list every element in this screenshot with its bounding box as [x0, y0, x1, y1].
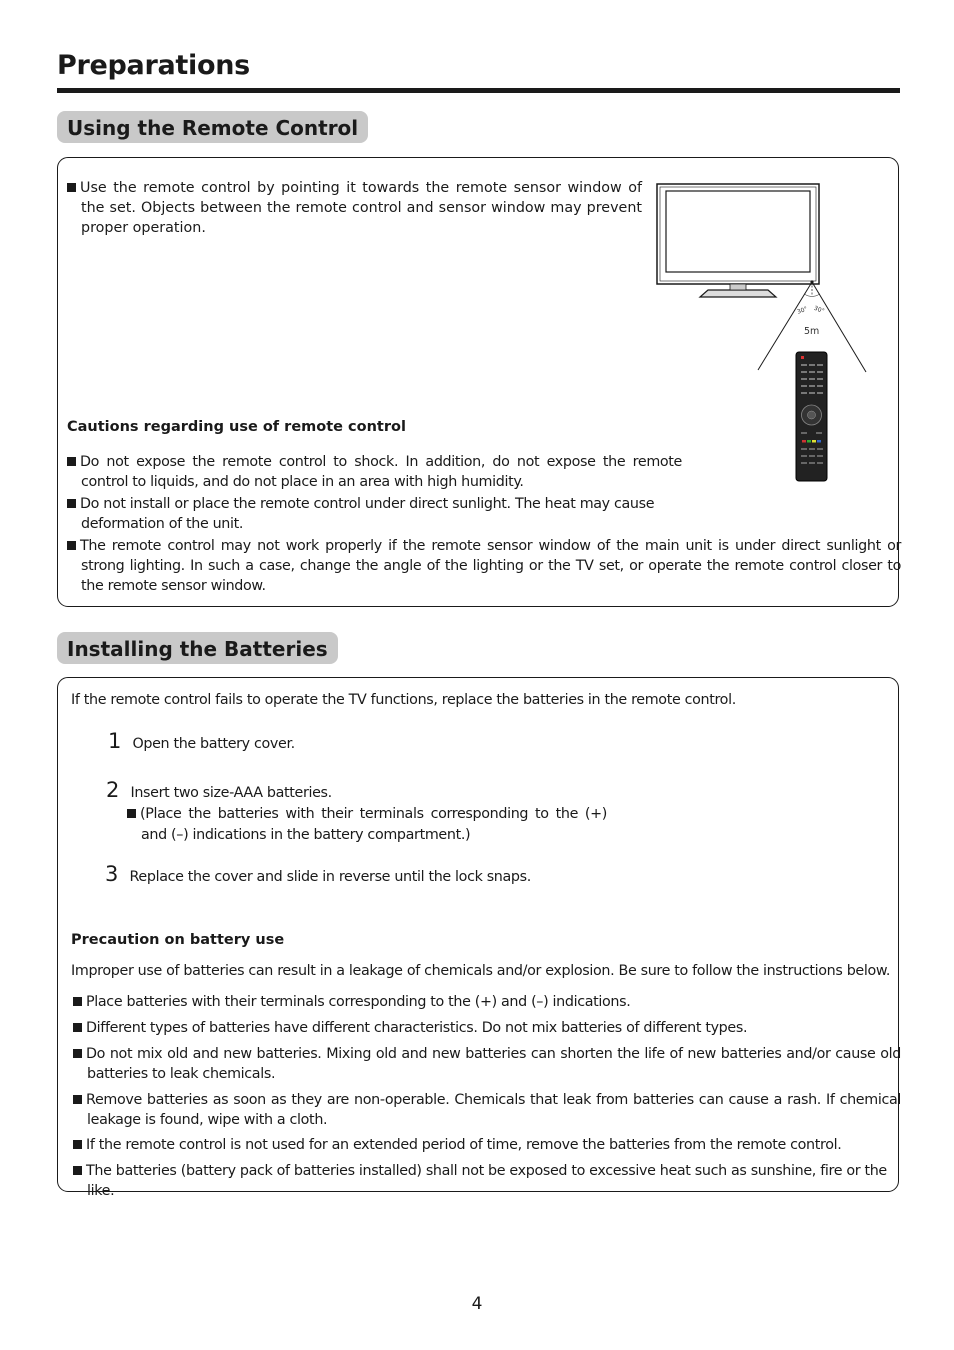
tv-screen [666, 191, 810, 272]
cautions-heading: Cautions regarding use of remote control [67, 419, 406, 435]
step-text: Replace the cover and slide in reverse until the lock snaps. [129, 869, 531, 885]
bullet-icon [73, 1140, 82, 1149]
tv-neck [730, 284, 746, 290]
step-2-note [127, 804, 607, 846]
bullet-icon [67, 541, 76, 550]
caution-item [67, 452, 682, 492]
precaution-item [73, 1135, 901, 1155]
precaution-text: Remove batteries as soon as they are non-operable. Chemicals that leak from batteries can cause a rash. If chemical leakage is found, wipe with a cloth. [86, 1092, 901, 1128]
step-note-text: (Place the batteries with their terminals corresponding to the (+) and (–) indications in the battery compartment.) [140, 806, 607, 843]
bullet-icon [73, 1095, 82, 1104]
remote-intro [67, 178, 642, 238]
bullet-icon [67, 457, 76, 466]
bullet-icon [67, 499, 76, 508]
distance-label: 5m [804, 326, 820, 337]
precaution-text: If the remote control is not used for an extended period of time, remove the batteries from the remote control. [86, 1137, 842, 1153]
step-3 [105, 864, 531, 885]
bullet-icon [127, 809, 136, 818]
title-rule [57, 88, 900, 93]
precaution-text: Place batteries with their terminals corresponding to the (+) and (–) indications. [86, 994, 631, 1010]
remote-intro-text: Use the remote control by pointing it towards the remote sensor window of the set. Objects between the remote control and sensor window may prevent proper operation. [80, 180, 642, 236]
step-text: Open the battery cover. [132, 736, 295, 752]
caution-text: Do not expose the remote control to shock. In addition, do not expose the remote control to liquids, and do not place in an area with high humidity. [80, 454, 682, 490]
precaution-text: Different types of batteries have different characteristics. Do not mix batteries of different types. [86, 1020, 748, 1036]
section-tab-batteries: Installing the Batteries [57, 632, 338, 664]
batteries-intro: If the remote control fails to operate the TV functions, replace the batteries in the remote control. [71, 692, 736, 708]
precaution-item [73, 1161, 901, 1201]
precaution-item [73, 1018, 901, 1038]
tv-remote-illustration [650, 178, 880, 488]
precaution-heading: Precaution on battery use [71, 932, 285, 948]
caution-item [67, 536, 901, 596]
caution-item [67, 494, 741, 534]
step-2 [106, 780, 332, 801]
step-number: 2 [106, 778, 120, 802]
bullet-icon [73, 1049, 82, 1058]
page-title: Preparations [57, 50, 250, 81]
precaution-item [73, 1090, 901, 1130]
caution-text: The remote control may not work properly if the remote sensor window of the main unit is under direct sunlight or strong lighting. In such a case, change the angle of the lighting or the TV set, or operate the remote control closer to the remote sensor window. [80, 538, 901, 594]
section-tab-remote: Using the Remote Control [57, 111, 368, 143]
angle-label-right: 30° [812, 304, 826, 316]
caution-text: Do not install or place the remote control under direct sunlight. The heat may cause deformation of the unit. [80, 496, 655, 532]
precaution-item [73, 1044, 901, 1084]
step-text: Insert two size-AAA batteries. [130, 785, 332, 801]
bullet-icon [67, 183, 76, 192]
precaution-text: Do not mix old and new batteries. Mixing old and new batteries can shorten the life of new batteries and/or cause old batteries to leak chemicals. [86, 1046, 901, 1082]
page-number: 4 [471, 1294, 483, 1314]
bullet-icon [73, 1023, 82, 1032]
precaution-text: The batteries (battery pack of batteries installed) shall not be exposed to excessive heat such as sunshine, fire or the like. [86, 1163, 887, 1199]
tv-stand [700, 290, 776, 297]
angle-label-left: 30° [796, 305, 809, 316]
bullet-icon [73, 997, 82, 1006]
step-number: 1 [108, 729, 122, 753]
precaution-intro: Improper use of batteries can result in a leakage of chemicals and/or explosion. Be sure to follow the instructions below. [71, 963, 891, 979]
precaution-item [73, 992, 901, 1012]
step-1 [108, 731, 295, 752]
step-number: 3 [105, 862, 119, 886]
bullet-icon [73, 1166, 82, 1175]
